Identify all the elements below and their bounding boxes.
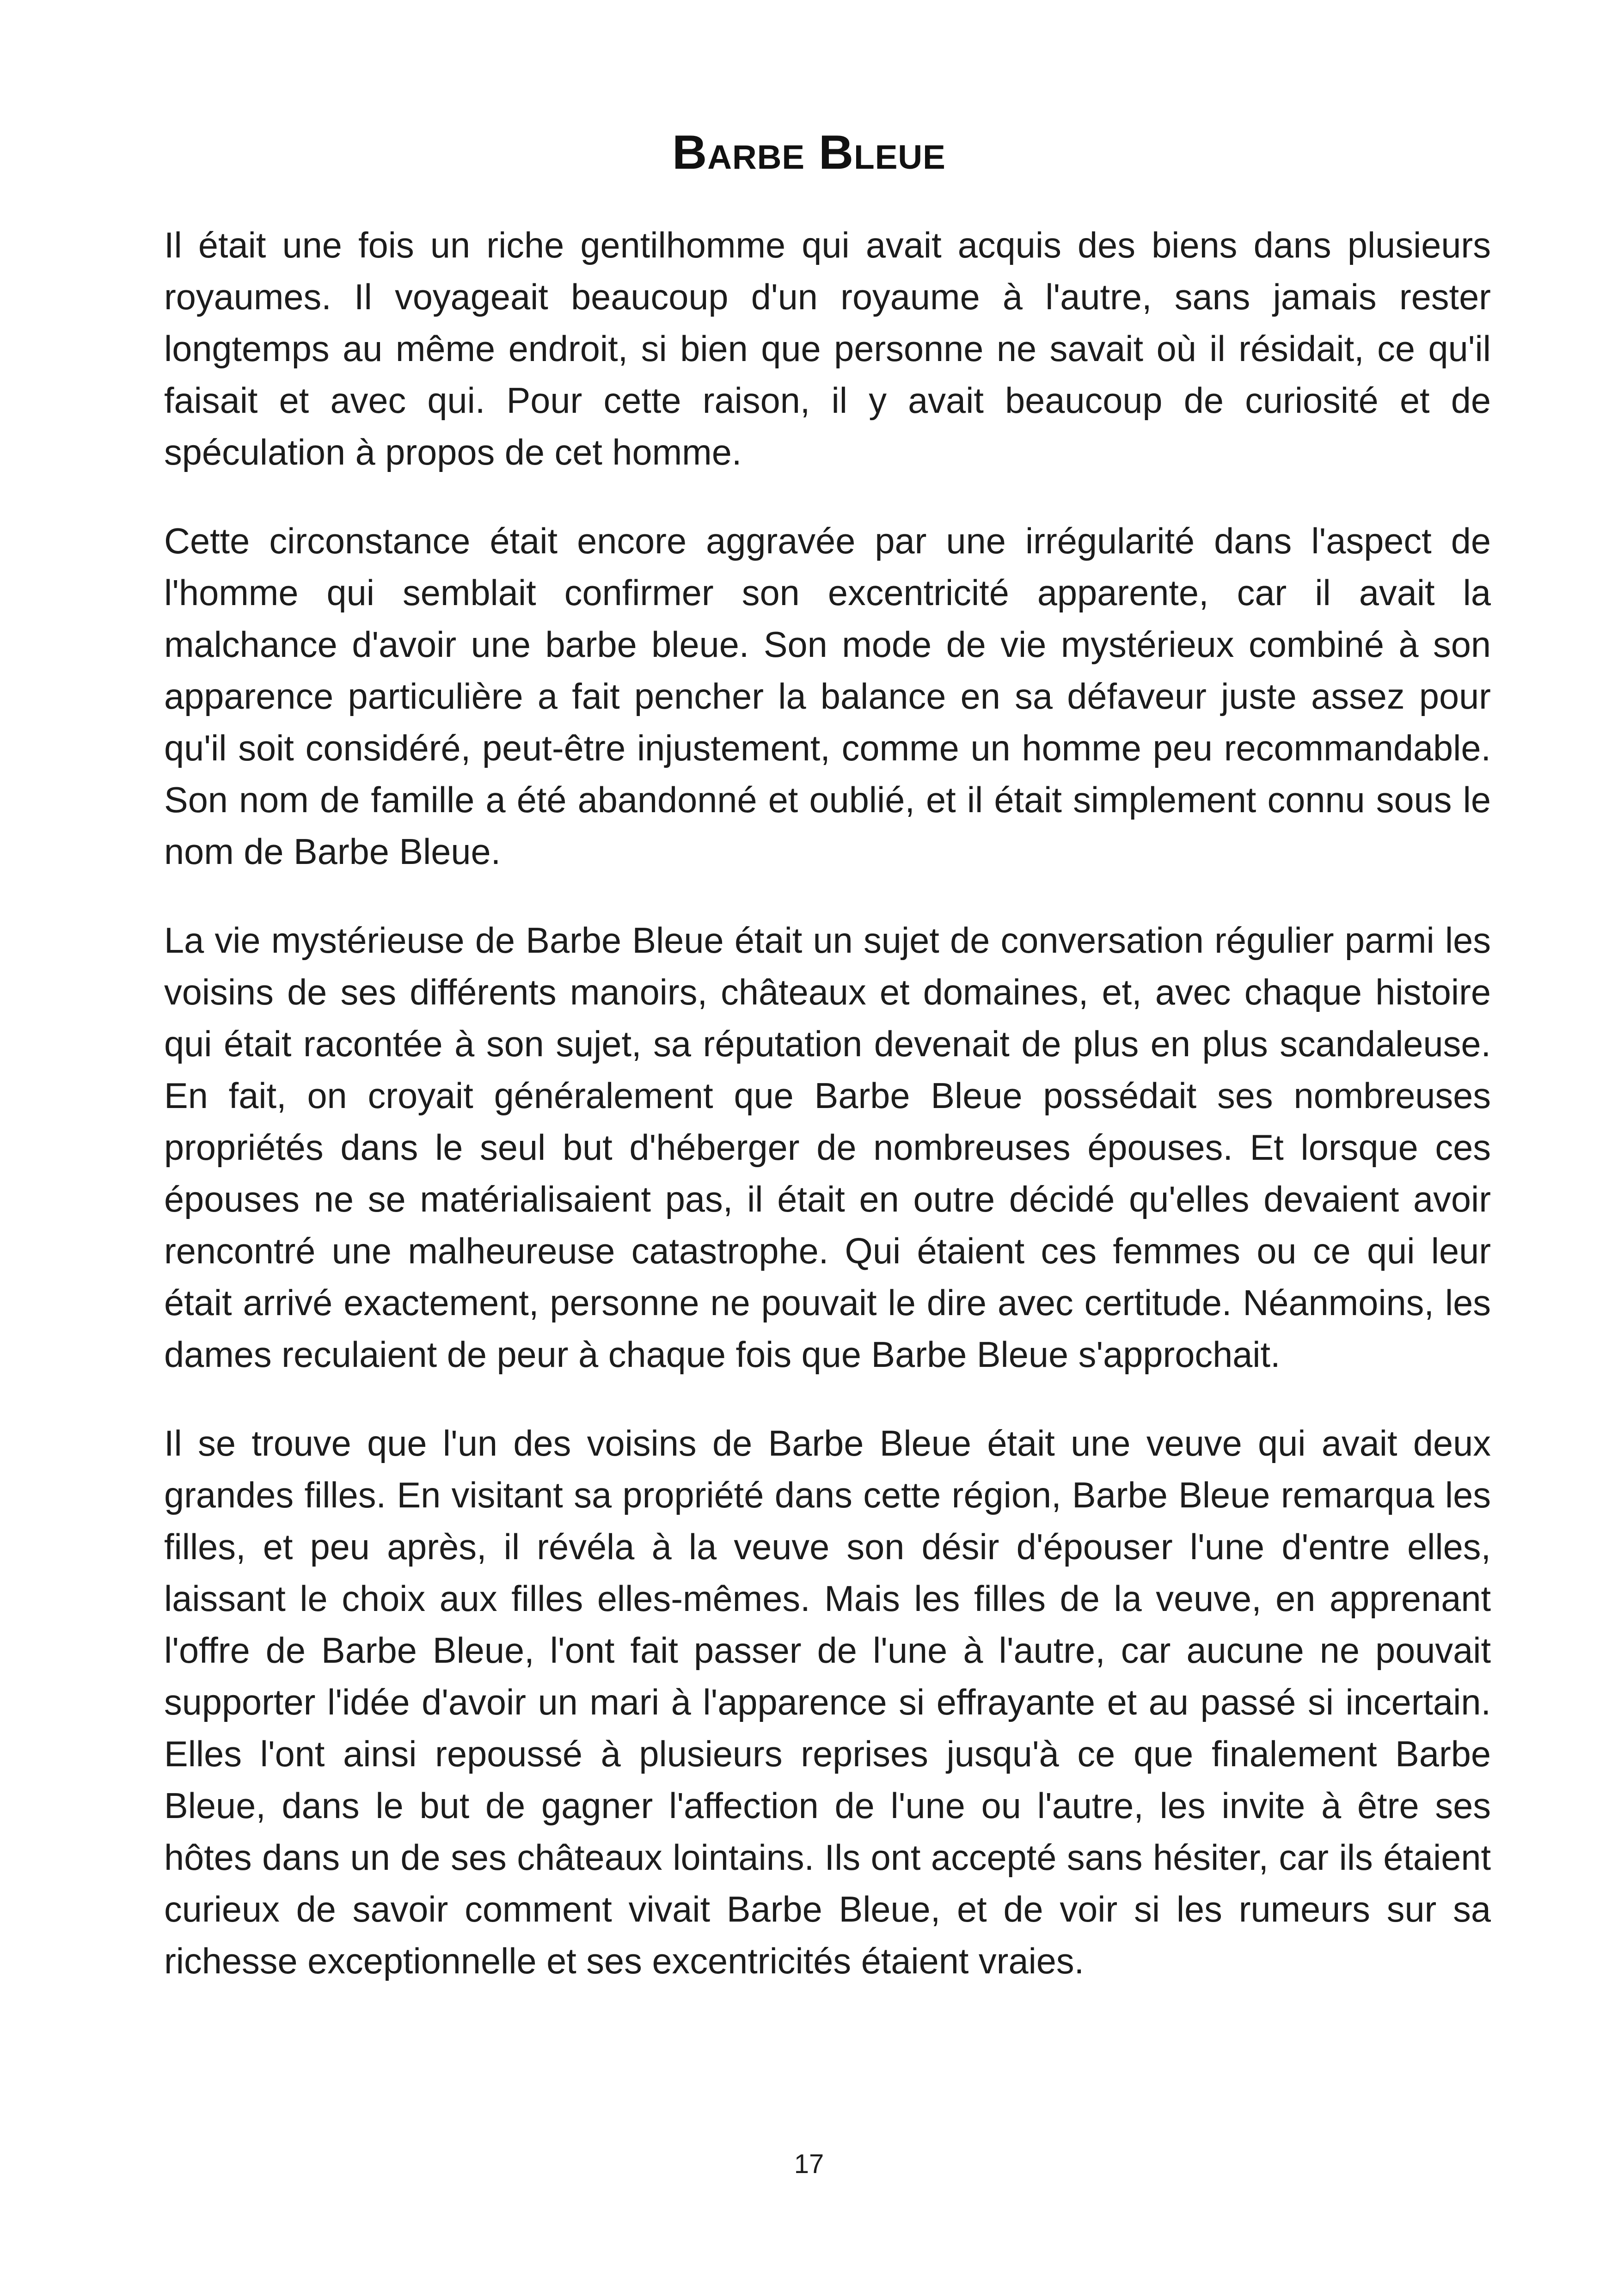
paragraph-1: Il était une fois un riche gentilhomme qui avait acquis des biens dans plusieurs royaumes. Il voyageait beaucoup d'un royaume à l'autre, sans jamais rester longtemps au même endroit, si bien que personne ne savait où il résidait, ce qu'il faisait et avec qui. Pour cette raison, il y avait beaucoup de curiosité et de spéculation à propos de cet homme. bbox=[164, 226, 1491, 472]
page-number: 17 bbox=[794, 2149, 824, 2179]
paragraph-4: Il se trouve que l'un des voisins de Barbe Bleue était une veuve qui avait deux grandes filles. En visitant sa propriété dans cette région, Barbe Bleue remarqua les filles, et peu après, il révéla à la veuve son désir d'épouser l'une d'entre elles, laissant le choix aux filles elles-mêmes. Mais les filles de la veuve, en apprenant l'offre de Barbe Bleue, l'ont fait passer de l'une à l'autre, car aucune ne pouvait supporter l'idée d'avoir un mari à l'apparence si effrayante et au passé si incertain. Elles l'ont ainsi repoussé à plusieurs reprises jusqu'à ce que finalement Barbe Bleue, dans le but de gagner l'affection de l'une ou l'autre, les invite à être ses hôtes dans un de ses châteaux lointains. Ils ont accepté sans hésiter, car ils étaient curieux de savoir comment vivait Barbe Bleue, et de voir si les rumeurs sur sa richesse exceptionnelle et ses excentricités étaient vraies. bbox=[164, 1424, 1491, 1981]
body-text bbox=[164, 220, 1491, 2024]
paragraph-3: La vie mystérieuse de Barbe Bleue était un sujet de conversation régulier parmi les voisins de ses différents manoirs, châteaux et domaines, et, avec chaque histoire qui était racontée à son sujet, sa réputation devenait de plus en plus scandaleuse. En fait, on croyait généralement que Barbe Bleue possédait ses nombreuses propriétés dans le seul but d'héberger de nombreuses épouses. Et lorsque ces épouses ne se matérialisaient pas, il était en outre décidé qu'elles devaient avoir rencontré une malheureuse catastrophe. Qui étaient ces femmes ou ce qui leur était arrivé exactement, personne ne pouvait le dire avec certitude. Néanmoins, les dames reculaient de peur à chaque fois que Barbe Bleue s'approchait. bbox=[164, 921, 1491, 1375]
page-title: Barbe Bleue bbox=[672, 126, 946, 179]
paragraph-2: Cette circonstance était encore aggravée par une irrégularité dans l'aspect de l'homme qui semblait confirmer son excentricité apparente, car il avait la malchance d'avoir une barbe bleue. Son mode de vie mystérieux combiné à son apparence particulière a fait pencher la balance en sa défaveur juste assez pour qu'il soit considéré, peut-être injustement, comme un homme peu recommandable. Son nom de famille a été abandonné et oublié, et il était simplement connu sous le nom de Barbe Bleue. bbox=[164, 521, 1491, 872]
